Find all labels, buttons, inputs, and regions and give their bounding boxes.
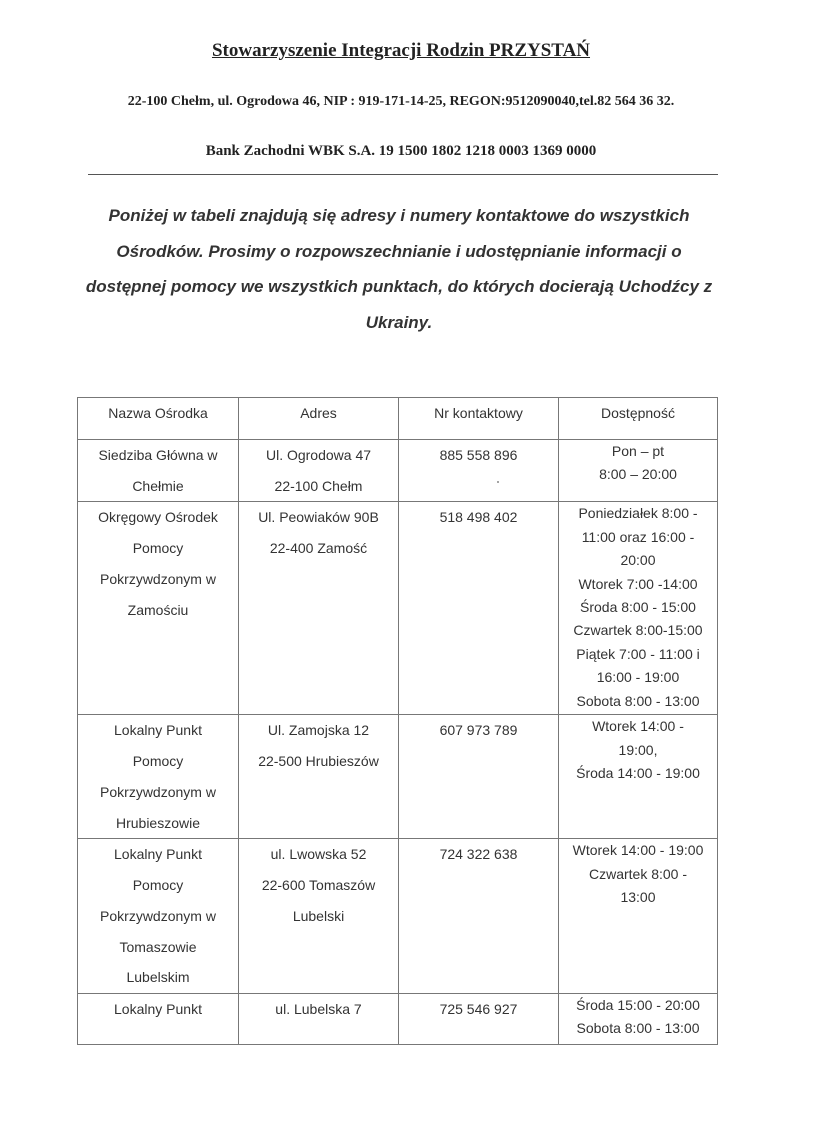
cell-line: 8:00 – 20:00 (599, 466, 677, 483)
cell-line: Okręgowy Ośrodek (98, 509, 218, 526)
cell-line: Pokrzywdzonym w (100, 570, 216, 587)
cell-line: Pomocy (132, 753, 184, 770)
cell-line: Ul. Peowiaków 90B (258, 509, 379, 526)
cell-line: 22-400 Zamość (269, 540, 368, 557)
cell-line: Hrubieszowie (115, 814, 201, 831)
cell-line: Pomocy (132, 540, 184, 557)
cell-line: Sobota 8:00 - 13:00 (576, 692, 700, 709)
organization-address: 22-100 Chełm, ul. Ogrodowa 46, NIP : 919-171-14-25, REGON:9512090040,tel.82 564 36 32. (127, 94, 675, 109)
cell-line: 20:00 (620, 552, 656, 569)
cell-line: Zamościu (127, 601, 189, 618)
cell-line: Lokalny Punkt (114, 1000, 202, 1017)
column-header-hours: Dostępność (559, 398, 718, 440)
cell-hours (559, 839, 718, 994)
cell-line: Wtorek 7:00 -14:00 (578, 575, 698, 592)
cell-line: Lokalny Punkt (114, 722, 202, 739)
cell-line: Piątek 7:00 - 11:00 i (576, 645, 700, 662)
cell-line: Czwartek 8:00-15:00 (573, 622, 703, 639)
table-row (78, 839, 718, 994)
organization-name: Stowarzyszenie Integracji Rodzin PRZYSTAŃ (211, 40, 591, 61)
cell-phone (399, 993, 559, 1044)
intro-line: Ukrainy. (365, 312, 433, 332)
cell-line: 518 498 402 (439, 509, 518, 526)
cell-line: Chełmie (132, 477, 184, 494)
cell-line: Lubelski (292, 907, 345, 924)
cell-center-name (78, 440, 239, 502)
contact-table (77, 397, 718, 1045)
cell-line: 22-100 Chełm (274, 477, 363, 494)
cell-center-name (78, 502, 239, 715)
cell-line: Pon – pt (611, 443, 665, 459)
cell-line: Poniedziałek 8:00 - (578, 505, 698, 522)
cell-line: 885 558 896 (439, 447, 518, 463)
cell-line: Środa 15:00 - 20:00 (576, 996, 700, 1013)
cell-line: 11:00 oraz 16:00 - (581, 528, 695, 545)
cell-line: Ul. Ogrodowa 47 (265, 447, 372, 463)
cell-line: Środa 8:00 - 15:00 (580, 599, 696, 616)
cell-line: ul. Lubelska 7 (275, 1000, 362, 1017)
cell-line: 22-600 Tomaszów (261, 877, 376, 894)
column-header-name: Nazwa Ośrodka (78, 398, 239, 440)
cell-line: 16:00 - 19:00 (596, 669, 680, 686)
cell-hours (559, 440, 718, 502)
table-row (78, 715, 718, 839)
cell-address (239, 839, 399, 994)
cell-line: 19:00, (618, 741, 658, 758)
cell-line: 22-500 Hrubieszów (258, 753, 379, 770)
cell-line: Pokrzywdzonym w (100, 783, 216, 800)
cell-phone (399, 715, 559, 839)
cell-hours (559, 715, 718, 839)
cell-line: Wtorek 14:00 - 19:00 (572, 842, 704, 859)
scan-speck (497, 481, 499, 483)
cell-line: ul. Lwowska 52 (270, 846, 367, 863)
cell-line: Lubelskim (126, 969, 190, 986)
table-row (78, 502, 718, 715)
cell-line: Środa 14:00 - 19:00 (576, 765, 700, 782)
cell-line: Sobota 8:00 - 13:00 (576, 1020, 700, 1037)
table-header-row (78, 398, 718, 440)
table-row (78, 440, 718, 502)
intro-line: Ośrodków. Prosimy o rozpowszechnianie i udostępnianie informacji o (116, 241, 682, 261)
intro-line: Poniżej w tabeli znajdują się adresy i numery kontaktowe do wszystkich (108, 206, 690, 225)
cell-address (239, 440, 399, 502)
header-divider (88, 174, 718, 175)
bank-account: Bank Zachodni WBK S.A. 19 1500 1802 1218 0003 1369 0000 (205, 143, 597, 159)
cell-line: 725 546 927 (439, 1000, 518, 1017)
cell-line: 607 973 789 (439, 722, 518, 739)
cell-address (239, 502, 399, 715)
cell-line: 724 322 638 (439, 846, 518, 863)
cell-line: Pomocy (132, 877, 184, 894)
cell-hours (559, 993, 718, 1044)
cell-address (239, 715, 399, 839)
intro-line: dostępnej pomocy we wszystkich punktach, do których docierają Uchodźcy z (85, 277, 713, 296)
cell-line: Ul. Zamojska 12 (267, 722, 370, 739)
cell-line: Lokalny Punkt (114, 846, 202, 863)
cell-center-name (78, 839, 239, 994)
cell-address (239, 993, 399, 1044)
cell-phone (399, 502, 559, 715)
cell-hours (559, 502, 718, 715)
cell-phone (399, 440, 559, 502)
column-header-address: Adres (239, 398, 399, 440)
intro-paragraph (84, 198, 714, 340)
table-row (78, 993, 718, 1044)
cell-line: Czwartek 8:00 - (588, 865, 688, 882)
cell-line: Tomaszowie (119, 938, 197, 955)
cell-line: Wtorek 14:00 - (592, 718, 684, 735)
cell-line: 13:00 (620, 889, 656, 906)
column-header-phone: Nr kontaktowy (399, 398, 559, 440)
cell-center-name (78, 715, 239, 839)
cell-line: Pokrzywdzonym w (100, 907, 216, 924)
cell-phone (399, 839, 559, 994)
cell-line: Siedziba Główna w (98, 447, 218, 463)
cell-center-name (78, 993, 239, 1044)
